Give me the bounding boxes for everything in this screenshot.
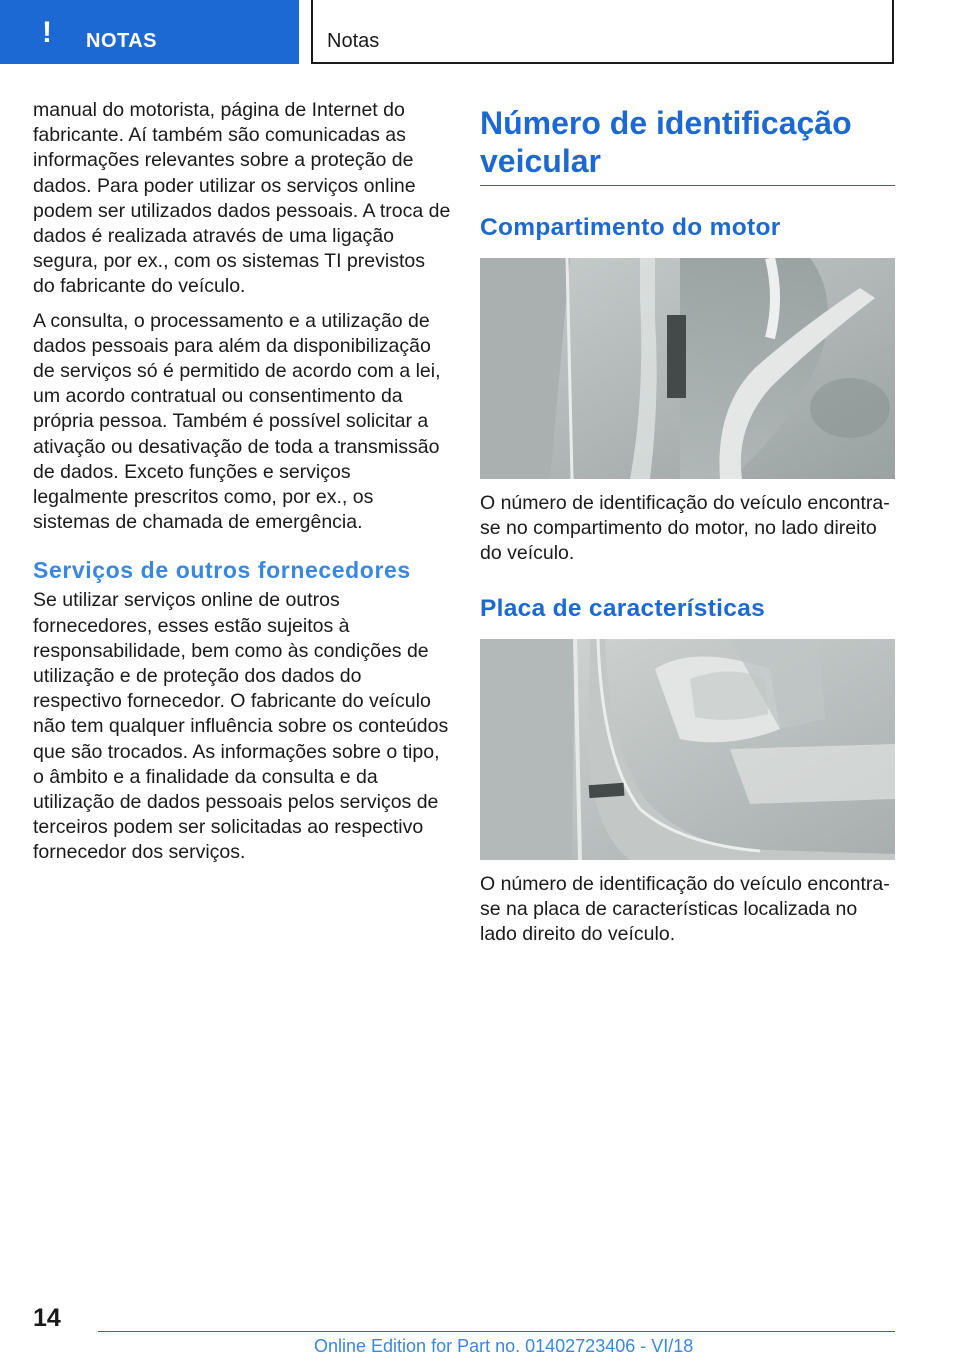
type-plate-image — [480, 639, 895, 860]
page-title: Número de identificação veicular — [480, 104, 895, 186]
caption-type-plate: O número de identificação do veículo encontra-se na placa de características localizada no lado direito do veículo. — [480, 872, 890, 946]
page-number: 14 — [33, 1304, 61, 1332]
footer-divider — [98, 1331, 895, 1332]
chapter-title: Notas — [327, 30, 380, 52]
header-section-tab — [0, 0, 299, 64]
caption-engine-compartment: O número de identificação do veículo encontra-se no compartimento do motor, no lado direito do veículo. — [480, 492, 890, 565]
paragraph: manual do motorista, página de Internet do fabricante. Aí também são comunicadas as informações relevantes sobre a proteção de dados. Para poder utilizar os serviços online podem ser utilizados dados pessoais. A troca de dados é realizada através de uma ligação segura, por ex., com os sistemas TI previstos do fabricante do veículo. — [33, 99, 451, 298]
right-column — [480, 104, 895, 956]
paragraph: A consulta, o processamento e a utilização de dados pessoais para além da disponibilização de serviços só é permitido de acordo com a lei, um acordo contratual ou consentimento da própria pessoa. Também é possível solicitar a ativação ou desativação de toda a transmissão de dados. Exceto funções e serviços legalmente prescritos como, por ex., os sistemas de chamada de emergência. — [33, 309, 441, 534]
heading-type-plate: Placa de características — [480, 594, 766, 622]
subheading-third-party-services: Serviços de outros fornecedores — [33, 557, 411, 584]
exclamation-icon: ! — [42, 16, 52, 49]
header-chapter-box — [311, 0, 894, 64]
section-title: NOTAS — [86, 30, 158, 52]
paragraph: Se utilizar serviços online de outros fornecedores, esses estão sujeitos à responsabilidade, bem como às condições de utilização e de proteção dos dados do respectivo fornecedor. O fabricante do veículo não tem qualquer influência sobre os conteúdos que são trocados. As informações sobre o tipo, o âmbito e a finalidade da consulta e da utilização de dados pessoais pelos serviços de terceiros podem ser solicitadas ao respectivo fornecedor dos serviços. — [33, 589, 449, 864]
left-column — [33, 98, 451, 875]
heading-engine-compartment: Compartimento do motor — [480, 214, 781, 241]
footer-edition: Online Edition for Part no. 01402723406 - VI/18 — [314, 1336, 694, 1356]
engine-compartment-image — [480, 258, 895, 479]
